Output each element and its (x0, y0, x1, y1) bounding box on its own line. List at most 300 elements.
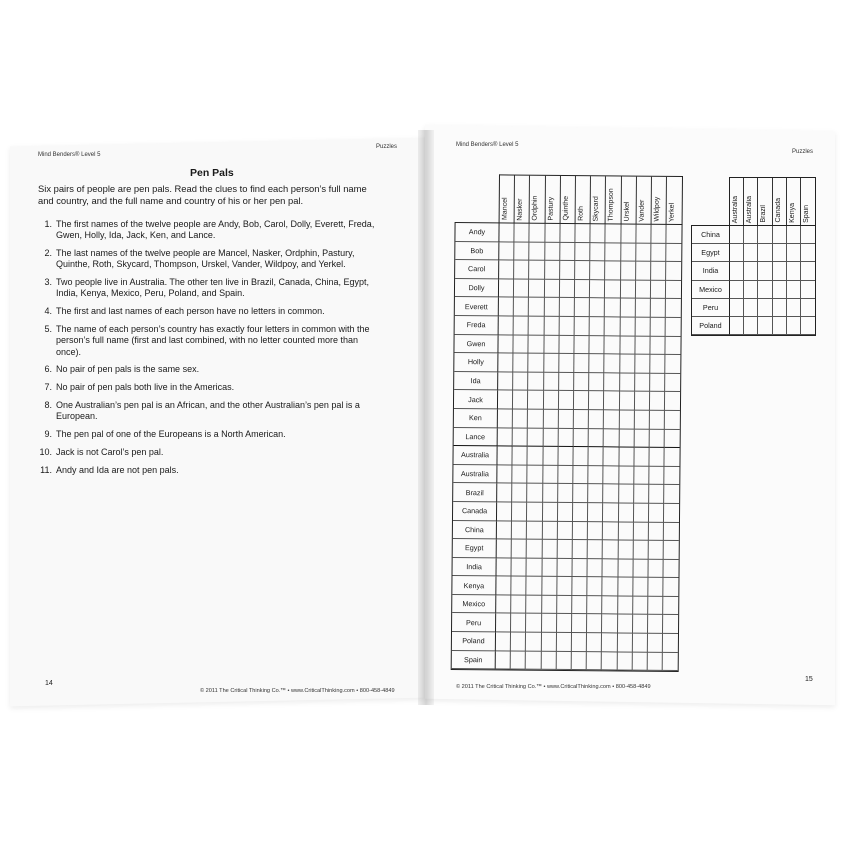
grid-cell[interactable] (498, 372, 513, 391)
grid-cell[interactable] (605, 299, 620, 318)
grid-cell[interactable] (528, 428, 543, 447)
grid-cell[interactable] (664, 541, 679, 560)
grid-cell[interactable] (557, 614, 572, 633)
grid-cell[interactable] (773, 317, 787, 335)
grid-cell[interactable] (621, 224, 636, 243)
grid-cell[interactable] (649, 522, 664, 541)
grid-cell[interactable] (758, 262, 772, 280)
grid-cell[interactable] (496, 614, 511, 633)
grid-cell[interactable] (650, 355, 665, 374)
grid-cell[interactable] (635, 373, 650, 392)
grid-cell[interactable] (514, 316, 529, 335)
grid-cell[interactable] (665, 448, 680, 467)
grid-cell[interactable] (666, 243, 681, 262)
grid-cell[interactable] (544, 354, 559, 373)
grid-cell[interactable] (497, 539, 512, 558)
grid-cell[interactable] (604, 429, 619, 448)
grid-cell[interactable] (663, 578, 678, 597)
grid-cell[interactable] (648, 578, 663, 597)
grid-cell[interactable] (730, 262, 744, 280)
grid-cell[interactable] (619, 429, 634, 448)
grid-cell[interactable] (589, 429, 604, 448)
grid-cell[interactable] (588, 522, 603, 541)
grid-cell[interactable] (602, 633, 617, 652)
grid-cell[interactable] (621, 243, 636, 262)
grid-cell[interactable] (587, 615, 602, 634)
grid-cell[interactable] (528, 391, 543, 410)
grid-cell[interactable] (664, 504, 679, 523)
grid-cell[interactable] (542, 596, 557, 615)
grid-cell[interactable] (619, 392, 634, 411)
grid-cell[interactable] (513, 428, 528, 447)
grid-cell[interactable] (634, 503, 649, 522)
grid-cell[interactable] (730, 226, 744, 244)
grid-cell[interactable] (497, 447, 512, 466)
grid-cell[interactable] (542, 614, 557, 633)
grid-cell[interactable] (801, 281, 815, 299)
grid-cell[interactable] (574, 429, 589, 448)
grid-cell[interactable] (590, 280, 605, 299)
grid-cell[interactable] (666, 281, 681, 300)
grid-cell[interactable] (530, 224, 545, 243)
grid-cell[interactable] (496, 558, 511, 577)
grid-cell[interactable] (787, 281, 801, 299)
grid-cell[interactable] (558, 484, 573, 503)
grid-cell[interactable] (665, 355, 680, 374)
grid-cell[interactable] (498, 409, 513, 428)
grid-cell[interactable] (801, 299, 815, 317)
grid-cell[interactable] (558, 503, 573, 522)
grid-cell[interactable] (590, 243, 605, 262)
grid-cell[interactable] (544, 335, 559, 354)
grid-cell[interactable] (604, 392, 619, 411)
grid-cell[interactable] (633, 578, 648, 597)
grid-cell[interactable] (651, 262, 666, 281)
grid-cell[interactable] (758, 281, 772, 299)
grid-cell[interactable] (529, 317, 544, 336)
grid-cell[interactable] (528, 410, 543, 429)
grid-cell[interactable] (635, 392, 650, 411)
grid-cell[interactable] (497, 502, 512, 521)
grid-cell[interactable] (545, 224, 560, 243)
grid-cell[interactable] (527, 540, 542, 559)
grid-cell[interactable] (543, 465, 558, 484)
grid-cell[interactable] (663, 597, 678, 616)
grid-cell[interactable] (589, 392, 604, 411)
grid-cell[interactable] (528, 447, 543, 466)
grid-cell[interactable] (543, 428, 558, 447)
grid-cell[interactable] (651, 299, 666, 318)
grid-cell[interactable] (620, 299, 635, 318)
grid-cell[interactable] (558, 447, 573, 466)
grid-cell[interactable] (511, 633, 526, 652)
grid-cell[interactable] (527, 521, 542, 540)
grid-cell[interactable] (617, 652, 632, 671)
grid-cell[interactable] (498, 335, 513, 354)
grid-cell[interactable] (512, 484, 527, 503)
grid-cell[interactable] (602, 652, 617, 671)
grid-cell[interactable] (602, 615, 617, 634)
grid-cell[interactable] (604, 447, 619, 466)
grid-cell[interactable] (515, 224, 530, 243)
grid-cell[interactable] (589, 373, 604, 392)
grid-cell[interactable] (513, 409, 528, 428)
grid-cell[interactable] (573, 484, 588, 503)
grid-cell[interactable] (636, 225, 651, 244)
grid-cell[interactable] (648, 652, 663, 671)
grid-cell[interactable] (801, 226, 815, 244)
grid-cell[interactable] (575, 261, 590, 280)
grid-cell[interactable] (572, 652, 587, 671)
grid-cell[interactable] (773, 262, 787, 280)
grid-cell[interactable] (773, 226, 787, 244)
grid-cell[interactable] (650, 392, 665, 411)
grid-cell[interactable] (665, 336, 680, 355)
grid-cell[interactable] (634, 448, 649, 467)
grid-cell[interactable] (663, 652, 678, 671)
grid-cell[interactable] (587, 596, 602, 615)
grid-cell[interactable] (526, 614, 541, 633)
grid-cell[interactable] (648, 634, 663, 653)
grid-cell[interactable] (575, 224, 590, 243)
grid-cell[interactable] (588, 484, 603, 503)
grid-cell[interactable] (572, 577, 587, 596)
grid-cell[interactable] (513, 354, 528, 373)
grid-cell[interactable] (605, 280, 620, 299)
grid-cell[interactable] (787, 299, 801, 317)
grid-cell[interactable] (530, 242, 545, 261)
grid-cell[interactable] (543, 503, 558, 522)
grid-cell[interactable] (666, 262, 681, 281)
grid-cell[interactable] (649, 466, 664, 485)
grid-cell[interactable] (603, 559, 618, 578)
grid-cell[interactable] (573, 447, 588, 466)
grid-cell[interactable] (648, 559, 663, 578)
grid-cell[interactable] (559, 391, 574, 410)
grid-cell[interactable] (573, 503, 588, 522)
grid-cell[interactable] (730, 281, 744, 299)
grid-cell[interactable] (545, 261, 560, 280)
grid-cell[interactable] (636, 243, 651, 262)
grid-cell[interactable] (527, 503, 542, 522)
grid-cell[interactable] (666, 225, 681, 244)
grid-cell[interactable] (603, 540, 618, 559)
grid-cell[interactable] (618, 503, 633, 522)
grid-cell[interactable] (801, 244, 815, 262)
grid-cell[interactable] (650, 336, 665, 355)
grid-cell[interactable] (557, 577, 572, 596)
grid-cell[interactable] (575, 280, 590, 299)
grid-cell[interactable] (559, 410, 574, 429)
grid-cell[interactable] (663, 634, 678, 653)
grid-cell[interactable] (556, 652, 571, 671)
grid-cell[interactable] (528, 372, 543, 391)
grid-cell[interactable] (512, 502, 527, 521)
grid-cell[interactable] (543, 484, 558, 503)
grid-cell[interactable] (573, 466, 588, 485)
grid-cell[interactable] (664, 485, 679, 504)
grid-cell[interactable] (621, 262, 636, 281)
grid-cell[interactable] (589, 410, 604, 429)
grid-cell[interactable] (651, 280, 666, 299)
grid-cell[interactable] (497, 465, 512, 484)
grid-cell[interactable] (587, 577, 602, 596)
grid-cell[interactable] (635, 336, 650, 355)
grid-cell[interactable] (513, 372, 528, 391)
grid-cell[interactable] (664, 560, 679, 579)
grid-cell[interactable] (665, 392, 680, 411)
grid-cell[interactable] (529, 261, 544, 280)
grid-cell[interactable] (588, 540, 603, 559)
grid-cell[interactable] (773, 281, 787, 299)
grid-cell[interactable] (499, 298, 514, 317)
grid-cell[interactable] (541, 633, 556, 652)
grid-cell[interactable] (773, 244, 787, 262)
grid-cell[interactable] (512, 577, 527, 596)
grid-cell[interactable] (787, 262, 801, 280)
grid-cell[interactable] (557, 559, 572, 578)
grid-cell[interactable] (744, 262, 758, 280)
grid-cell[interactable] (575, 243, 590, 262)
grid-cell[interactable] (649, 485, 664, 504)
grid-cell[interactable] (730, 244, 744, 262)
grid-cell[interactable] (666, 299, 681, 318)
grid-cell[interactable] (528, 465, 543, 484)
grid-cell[interactable] (618, 522, 633, 541)
grid-cell[interactable] (558, 521, 573, 540)
grid-cell[interactable] (542, 558, 557, 577)
grid-cell[interactable] (511, 614, 526, 633)
grid-cell[interactable] (544, 317, 559, 336)
grid-cell[interactable] (636, 280, 651, 299)
grid-cell[interactable] (801, 262, 815, 280)
grid-cell[interactable] (497, 521, 512, 540)
grid-cell[interactable] (514, 279, 529, 298)
grid-cell[interactable] (558, 428, 573, 447)
grid-cell[interactable] (650, 411, 665, 430)
grid-cell[interactable] (542, 577, 557, 596)
grid-cell[interactable] (664, 467, 679, 486)
grid-cell[interactable] (649, 448, 664, 467)
grid-cell[interactable] (558, 466, 573, 485)
grid-cell[interactable] (620, 317, 635, 336)
grid-cell[interactable] (605, 336, 620, 355)
grid-cell[interactable] (529, 279, 544, 298)
grid-cell[interactable] (560, 224, 575, 243)
grid-cell[interactable] (787, 226, 801, 244)
grid-cell[interactable] (557, 540, 572, 559)
grid-cell[interactable] (744, 226, 758, 244)
grid-cell[interactable] (559, 373, 574, 392)
grid-cell[interactable] (572, 633, 587, 652)
grid-cell[interactable] (528, 484, 543, 503)
grid-cell[interactable] (635, 318, 650, 337)
grid-cell[interactable] (648, 597, 663, 616)
grid-cell[interactable] (633, 615, 648, 634)
grid-cell[interactable] (606, 224, 621, 243)
grid-cell[interactable] (618, 578, 633, 597)
grid-cell[interactable] (730, 299, 744, 317)
grid-cell[interactable] (573, 522, 588, 541)
grid-cell[interactable] (499, 279, 514, 298)
grid-cell[interactable] (602, 596, 617, 615)
grid-cell[interactable] (572, 559, 587, 578)
grid-cell[interactable] (512, 521, 527, 540)
grid-cell[interactable] (589, 447, 604, 466)
grid-cell[interactable] (497, 484, 512, 503)
grid-cell[interactable] (574, 391, 589, 410)
grid-cell[interactable] (499, 223, 514, 242)
grid-cell[interactable] (543, 410, 558, 429)
grid-cell[interactable] (587, 633, 602, 652)
grid-cell[interactable] (527, 596, 542, 615)
grid-cell[interactable] (541, 651, 556, 670)
grid-cell[interactable] (634, 411, 649, 430)
grid-cell[interactable] (603, 522, 618, 541)
grid-cell[interactable] (603, 485, 618, 504)
grid-cell[interactable] (589, 354, 604, 373)
grid-cell[interactable] (526, 633, 541, 652)
grid-cell[interactable] (512, 558, 527, 577)
grid-cell[interactable] (527, 558, 542, 577)
grid-cell[interactable] (617, 615, 632, 634)
grid-cell[interactable] (574, 410, 589, 429)
grid-cell[interactable] (590, 261, 605, 280)
grid-cell[interactable] (620, 280, 635, 299)
grid-cell[interactable] (545, 242, 560, 261)
grid-cell[interactable] (634, 485, 649, 504)
grid-cell[interactable] (560, 243, 575, 262)
grid-cell[interactable] (559, 335, 574, 354)
grid-cell[interactable] (773, 299, 787, 317)
grid-cell[interactable] (758, 226, 772, 244)
grid-cell[interactable] (543, 447, 558, 466)
grid-cell[interactable] (529, 298, 544, 317)
grid-cell[interactable] (758, 317, 772, 335)
grid-cell[interactable] (633, 559, 648, 578)
grid-cell[interactable] (544, 298, 559, 317)
grid-cell[interactable] (619, 466, 634, 485)
grid-cell[interactable] (512, 465, 527, 484)
grid-cell[interactable] (651, 243, 666, 262)
grid-cell[interactable] (758, 244, 772, 262)
grid-cell[interactable] (617, 633, 632, 652)
grid-cell[interactable] (636, 262, 651, 281)
grid-cell[interactable] (557, 633, 572, 652)
grid-cell[interactable] (633, 541, 648, 560)
grid-cell[interactable] (665, 374, 680, 393)
grid-cell[interactable] (620, 373, 635, 392)
grid-cell[interactable] (574, 336, 589, 355)
grid-cell[interactable] (665, 429, 680, 448)
grid-cell[interactable] (649, 541, 664, 560)
grid-cell[interactable] (787, 244, 801, 262)
grid-cell[interactable] (544, 391, 559, 410)
grid-cell[interactable] (588, 466, 603, 485)
grid-cell[interactable] (588, 503, 603, 522)
grid-cell[interactable] (590, 299, 605, 318)
grid-cell[interactable] (560, 298, 575, 317)
grid-cell[interactable] (544, 280, 559, 299)
grid-cell[interactable] (666, 318, 681, 337)
grid-cell[interactable] (650, 318, 665, 337)
grid-cell[interactable] (496, 577, 511, 596)
grid-cell[interactable] (514, 242, 529, 261)
grid-cell[interactable] (633, 596, 648, 615)
grid-cell[interactable] (499, 261, 514, 280)
grid-cell[interactable] (496, 651, 511, 670)
grid-cell[interactable] (634, 429, 649, 448)
grid-cell[interactable] (572, 596, 587, 615)
grid-cell[interactable] (620, 336, 635, 355)
grid-cell[interactable] (604, 373, 619, 392)
grid-cell[interactable] (606, 243, 621, 262)
grid-cell[interactable] (557, 596, 572, 615)
grid-cell[interactable] (588, 559, 603, 578)
grid-cell[interactable] (744, 281, 758, 299)
grid-cell[interactable] (514, 335, 529, 354)
grid-cell[interactable] (787, 317, 801, 335)
grid-cell[interactable] (619, 485, 634, 504)
grid-cell[interactable] (529, 354, 544, 373)
grid-cell[interactable] (527, 577, 542, 596)
grid-cell[interactable] (590, 317, 605, 336)
grid-cell[interactable] (513, 391, 528, 410)
grid-cell[interactable] (604, 410, 619, 429)
grid-cell[interactable] (632, 652, 647, 671)
grid-cell[interactable] (511, 595, 526, 614)
grid-cell[interactable] (526, 651, 541, 670)
grid-cell[interactable] (635, 299, 650, 318)
grid-cell[interactable] (618, 559, 633, 578)
grid-cell[interactable] (665, 411, 680, 430)
grid-cell[interactable] (590, 336, 605, 355)
grid-cell[interactable] (542, 540, 557, 559)
grid-cell[interactable] (498, 428, 513, 447)
grid-cell[interactable] (514, 298, 529, 317)
grid-cell[interactable] (649, 429, 664, 448)
grid-cell[interactable] (529, 335, 544, 354)
grid-cell[interactable] (758, 299, 772, 317)
grid-cell[interactable] (618, 596, 633, 615)
grid-cell[interactable] (744, 244, 758, 262)
grid-cell[interactable] (664, 522, 679, 541)
grid-cell[interactable] (730, 317, 744, 335)
grid-cell[interactable] (650, 373, 665, 392)
grid-cell[interactable] (574, 354, 589, 373)
grid-cell[interactable] (649, 504, 664, 523)
grid-cell[interactable] (633, 522, 648, 541)
grid-cell[interactable] (634, 466, 649, 485)
grid-cell[interactable] (513, 447, 528, 466)
grid-cell[interactable] (514, 261, 529, 280)
grid-cell[interactable] (511, 651, 526, 670)
grid-cell[interactable] (559, 317, 574, 336)
grid-cell[interactable] (618, 541, 633, 560)
grid-cell[interactable] (603, 578, 618, 597)
grid-cell[interactable] (587, 652, 602, 671)
grid-cell[interactable] (591, 224, 606, 243)
grid-cell[interactable] (574, 373, 589, 392)
grid-cell[interactable] (604, 466, 619, 485)
grid-cell[interactable] (496, 632, 511, 651)
grid-cell[interactable] (619, 448, 634, 467)
grid-cell[interactable] (499, 242, 514, 261)
grid-cell[interactable] (744, 317, 758, 335)
grid-cell[interactable] (663, 615, 678, 634)
grid-cell[interactable] (744, 299, 758, 317)
grid-cell[interactable] (572, 615, 587, 634)
